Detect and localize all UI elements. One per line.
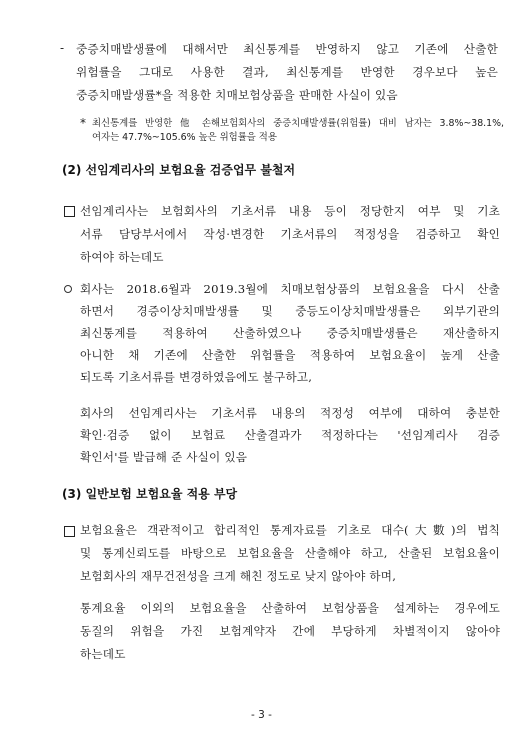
section-2-item-1 [80, 203, 500, 273]
s3-item1-line-1: 보험요율은 객관적이고 합리적인 통계자료를 기초로 대수(大數)의 법칙 [80, 523, 500, 537]
s2-item2-line-5: 되도록 기초서류를 변경하였음에도 불구하고, [80, 370, 313, 384]
s2-para-line-3: 확인서'를 발급해 준 사실이 있음 [80, 450, 248, 464]
page-number: - 3 - [251, 709, 272, 721]
section-2-item-2-paragraph [80, 405, 500, 473]
intro-paragraph [76, 41, 498, 107]
bullet-circle-icon [64, 285, 72, 293]
s3-item1-line-3: 보험회사의 재무건전성을 크게 해친 정도로 낮지 않아야 하며, [80, 569, 397, 583]
section-3-item-1 [80, 522, 500, 592]
s2-item2-line-3: 최신통계를 적용하여 산출하였으나 중증치매발생률은 재산출하지 [80, 326, 500, 340]
intro-line-2: 위험률을 그대로 사용한 결과, 최신통계를 반영한 경우보다 높은 [76, 65, 498, 79]
s3-item1-line-2: 및 통계신뢰도를 바탕으로 보험요율을 산출해야 하고, 산출된 보험요율이 [80, 546, 500, 560]
s2-item1-line-2: 서류 담당부서에서 작성·변경한 기초서류의 적정성을 검증하고 확인 [80, 227, 500, 241]
intro-dash: - [60, 41, 65, 55]
s3-para-line-2: 동질의 위험을 가진 보험계약자 간에 부당하게 차별적이지 않아야 [80, 624, 500, 638]
intro-line-3: 중증치매발생률*을 적용한 치매보험상품을 판매한 사실이 있음 [76, 88, 398, 102]
s2-item1-line-3: 하여야 하는데도 [80, 250, 164, 264]
s3-para-line-3: 하는데도 [80, 647, 126, 661]
section-3-item-1-paragraph [80, 600, 500, 670]
s2-item2-line-2: 하면서 경증이상치매발생률 및 중등도이상치매발생률은 외부기관의 [80, 304, 500, 318]
section-2-item-2 [80, 281, 500, 397]
checkbox-square-icon [64, 206, 75, 217]
note-block [92, 115, 504, 145]
s2-item2-line-1: 회사는 2018.6월과 2019.3월에 치매보험상품의 보험요율을 다시 산출 [80, 282, 500, 296]
s3-para-line-1: 통계요율 이외의 보험요율을 산출하여 보험상품을 설계하는 경우에도 [80, 601, 500, 615]
note-line-2: 여자는 47.7%~105.6% 높은 위험률을 적용 [92, 132, 277, 143]
section-3-heading: (3) 일반보험 보험요율 적용 부당 [62, 487, 238, 501]
note-star: * [80, 116, 86, 130]
s2-para-line-2: 확인·검증 없이 보험료 산출결과가 적정하다는 '선임계리사 검증 [80, 428, 500, 442]
intro-line-1: 중증치매발생률에 대해서만 최신통계를 반영하지 않고 기존에 산출한 [76, 42, 498, 56]
s2-para-line-1: 회사의 선임계리사는 기초서류 내용의 적정성 여부에 대하여 충분한 [80, 406, 500, 420]
s2-item1-line-1: 선임계리사는 보험회사의 기초서류 내용 등이 정당한지 여부 및 기초 [80, 204, 500, 218]
checkbox-square-icon [64, 526, 75, 537]
section-2-heading: (2) 선임계리사의 보험요율 검증업무 불철저 [62, 163, 296, 177]
note-line-1: 최신통계를 반영한 他 손해보험회사의 중증치매발생률(위험률) 대비 남자는 3.8%~38.1%, [92, 118, 504, 129]
s2-item2-line-4: 아니한 채 기존에 산출한 위험률을 적용하여 보험요율이 높게 산출 [80, 348, 500, 362]
